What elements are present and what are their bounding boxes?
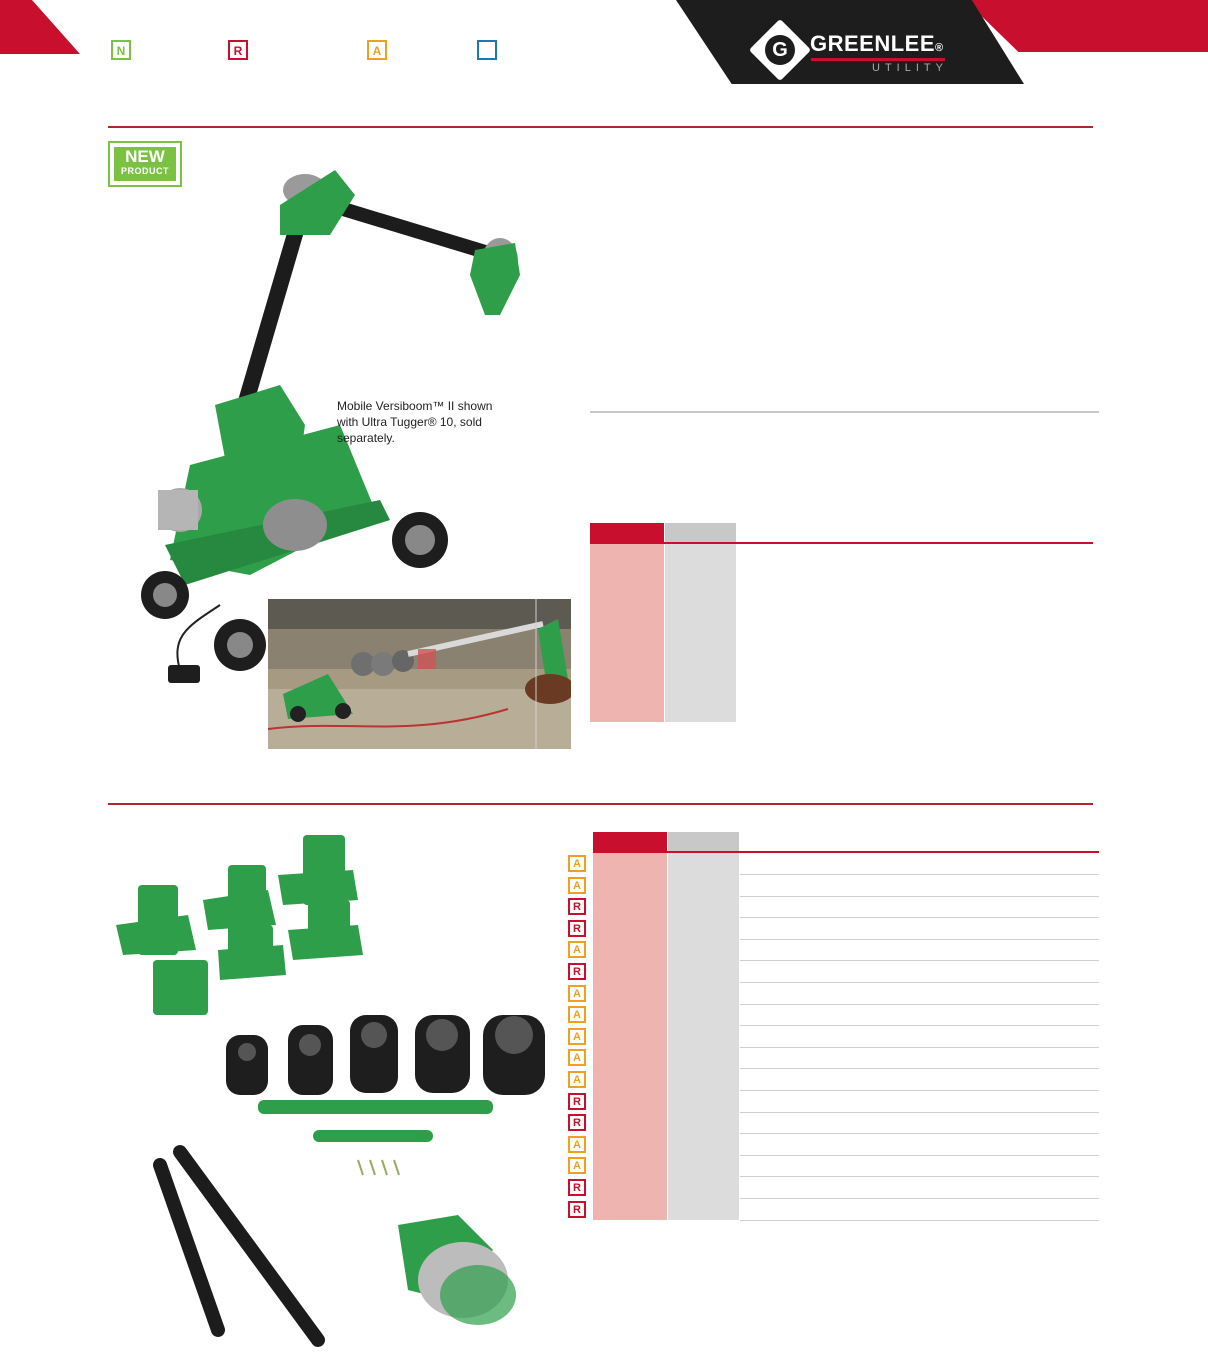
availability-badge-icon: A xyxy=(568,1157,586,1174)
table2-col1-body xyxy=(593,853,667,1220)
table-row-divider xyxy=(740,1047,1099,1048)
availability-badge-icon: A xyxy=(568,941,586,958)
table1-header-col1 xyxy=(590,523,664,543)
table-row-divider xyxy=(740,1198,1099,1199)
brand-sub: UTILITY xyxy=(872,62,948,74)
availability-badge-icon: A xyxy=(568,1028,586,1045)
section-divider-top xyxy=(108,126,1093,128)
product-caption xyxy=(337,398,497,446)
table-row-divider xyxy=(740,1025,1099,1026)
table1-col1-body xyxy=(590,544,664,722)
table-row-divider xyxy=(740,960,1099,961)
table2-header-col1 xyxy=(593,832,667,852)
corner-decoration-left xyxy=(0,0,80,54)
availability-badge-icon: R xyxy=(568,920,586,937)
logo-letter: G xyxy=(765,35,795,65)
availability-badge-icon: A xyxy=(568,1136,586,1153)
legend-a-icon: A xyxy=(367,40,387,60)
accessory-photos xyxy=(108,830,558,1360)
section-divider-middle xyxy=(108,803,1093,805)
table-row-divider xyxy=(740,917,1099,918)
brand-registered: ® xyxy=(935,42,944,54)
corner-decoration-right xyxy=(965,0,1208,52)
table-row-divider xyxy=(740,1220,1099,1221)
availability-badge-icon: A xyxy=(568,1071,586,1088)
availability-badge-icon: R xyxy=(568,1093,586,1110)
availability-badge-icon: R xyxy=(568,963,586,980)
availability-badge-icon: A xyxy=(568,1049,586,1066)
new-badge-line2: PRODUCT xyxy=(121,166,169,176)
availability-badge-icon: A xyxy=(568,1006,586,1023)
table1-header-col2 xyxy=(665,523,736,543)
table-row-divider xyxy=(740,1090,1099,1091)
availability-badge-icon: R xyxy=(568,1114,586,1131)
table1-col2-body xyxy=(665,544,736,722)
legend-r-icon: R xyxy=(228,40,248,60)
availability-badge-icon: R xyxy=(568,1201,586,1218)
table2-header-col2 xyxy=(668,832,739,852)
new-badge-line1: NEW xyxy=(125,147,165,166)
table-row-divider xyxy=(740,982,1099,983)
availability-badge-icon: A xyxy=(568,877,586,894)
table-row-divider xyxy=(740,1004,1099,1005)
brand-name-text: GREENLEE xyxy=(810,31,936,56)
table-row-divider xyxy=(740,874,1099,875)
table2-col2-body xyxy=(668,853,739,1220)
availability-badge-icon: R xyxy=(568,1179,586,1196)
table-row-divider xyxy=(740,896,1099,897)
legend-blue-icon xyxy=(477,40,497,60)
field-photo xyxy=(268,599,571,749)
brand-name xyxy=(810,31,944,57)
caption-line-1: Mobile Versiboom™ II shown xyxy=(337,399,493,413)
table-row-divider xyxy=(740,1176,1099,1177)
availability-badge-icon: R xyxy=(568,898,586,915)
logo-underline xyxy=(811,58,945,61)
table-row-divider xyxy=(740,1155,1099,1156)
table-row-divider xyxy=(740,1068,1099,1069)
availability-badge-icon: A xyxy=(568,985,586,1002)
legend-new-icon: N xyxy=(111,40,131,60)
table-row-divider xyxy=(740,1133,1099,1134)
table-row-divider xyxy=(740,939,1099,940)
caption-line-2: with Ultra Tugger® 10, sold xyxy=(337,415,482,429)
availability-badge-icon: A xyxy=(568,855,586,872)
table-row-divider xyxy=(740,1112,1099,1113)
spec-divider xyxy=(590,411,1099,413)
caption-line-3: separately. xyxy=(337,431,395,445)
